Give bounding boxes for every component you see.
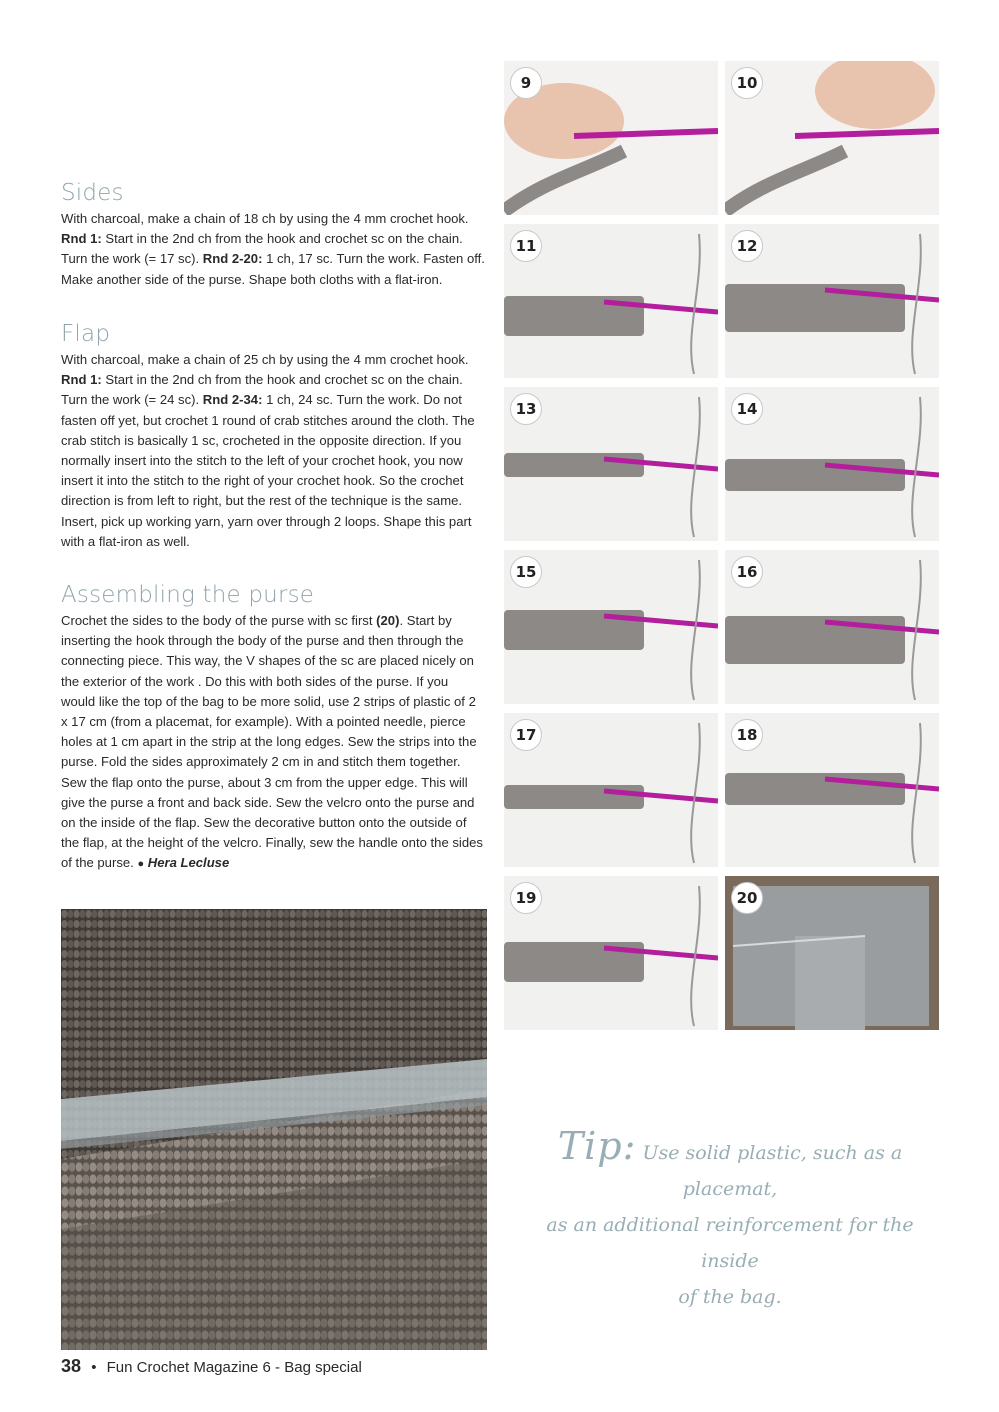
assembling-instructions bbox=[61, 611, 486, 875]
step-number-badge: 10 bbox=[731, 67, 763, 99]
tip-callout bbox=[520, 1124, 940, 1315]
assembling-text2: . Start by inserting the hook through the body of the purse and then through the connecting piece. This way, the V shapes of the sc are placed nicely on the exterior of the work . Do this with both sides of the purse. If you would like the top of the bag to be more solid, use 2 strips of plastic of 2 x 17 cm (from a placemat, for example). With a pointed needle, pierce holes at 1 cm apart in the strip at the long edges. Sew the strips into the purse. Fold the sides approximately 2 cm in and stitch them together. Sew the flap onto the purse, about 3 cm from the upper edge. This will give the purse a front and back side. Sew the velcro onto the purse and on the inside of the flap. Sew the decorative button onto the outside of the flap, at the height of the velcro. Finally, sew the handle onto the sides of the purse. bbox=[61, 613, 483, 871]
author-bullet: ● bbox=[137, 858, 145, 871]
sides-section bbox=[61, 180, 486, 290]
flap-instructions bbox=[61, 350, 486, 552]
step-number-badge: 18 bbox=[731, 719, 763, 751]
step-number-badge: 17 bbox=[510, 719, 542, 751]
flap-section bbox=[61, 321, 486, 552]
sides-rnd1-label: Rnd 1: bbox=[61, 231, 102, 247]
flap-rnd1-label: Rnd 1: bbox=[61, 372, 102, 388]
tip-text-line1: Use solid plastic, such as a placemat, bbox=[636, 1142, 903, 1200]
flap-heading: Flap bbox=[61, 321, 111, 347]
sides-heading: Sides bbox=[61, 180, 124, 206]
page-number: 38 bbox=[61, 1356, 82, 1376]
step-photo-12 bbox=[725, 224, 939, 378]
magazine-title: Fun Crochet Magazine 6 - Bag special bbox=[106, 1359, 362, 1376]
step-number-badge: 13 bbox=[510, 393, 542, 425]
step-photo-16 bbox=[725, 550, 939, 704]
sides-rnd1-text: Start in the 2nd ch from the hook and crochet sc on the chain. Turn the work (= 17 sc). bbox=[61, 231, 463, 267]
step-photo-10 bbox=[725, 61, 939, 215]
step-number-badge: 9 bbox=[510, 67, 542, 99]
purse-detail-image bbox=[61, 909, 487, 1350]
assembling-heading: Assembling the purse bbox=[61, 582, 315, 608]
tip-text-line3: of the bag. bbox=[678, 1286, 782, 1308]
step-photo-13 bbox=[504, 387, 718, 541]
tip-label: Tip: bbox=[557, 1124, 637, 1168]
step-number-badge: 20 bbox=[731, 882, 763, 914]
step-number-badge: 19 bbox=[510, 882, 542, 914]
step-number-badge: 15 bbox=[510, 556, 542, 588]
page-footer bbox=[61, 1356, 362, 1377]
step-photo-15 bbox=[504, 550, 718, 704]
assembling-step-ref: (20) bbox=[376, 613, 400, 628]
step-photo-17 bbox=[504, 713, 718, 867]
step-number-badge: 14 bbox=[731, 393, 763, 425]
step-photo-19 bbox=[504, 876, 718, 1030]
tip-text-line2: as an additional reinforcement for the inside bbox=[546, 1214, 914, 1272]
step-number-badge: 12 bbox=[731, 230, 763, 262]
flap-rnd2-text: 1 ch, 24 sc. Turn the work. Do not fasten off yet, but crochet 1 round of crab stitches around the cloth. The crab stitch is basically 1 sc, crocheted in the opposite direction. If you normally insert into the stitch to the left of your crochet hook, you now insert it into the stitch to the right of your crochet hook. So the crochet direction is from left to right, but the rest of the technique is the same. Insert, pick up working yarn, yarn over through 2 loops. Shape this part with a flat-iron as well. bbox=[61, 392, 475, 549]
sides-rnd2-text: 1 ch, 17 sc. Turn the work. Fasten off. Make another side of the purse. Shape both cloths with a flat-iron. bbox=[61, 251, 485, 287]
flap-rnd1-text: Start in the 2nd ch from the hook and crochet sc on the chain. Turn the work (= 24 sc). bbox=[61, 372, 463, 408]
step-photo-14 bbox=[725, 387, 939, 541]
footer-separator: • bbox=[91, 1359, 97, 1376]
assembling-text1: Crochet the sides to the body of the purse with sc first bbox=[61, 613, 377, 628]
step-photo-18 bbox=[725, 713, 939, 867]
author-name: Hera Lecluse bbox=[147, 855, 230, 871]
sides-rnd2-label: Rnd 2-20: bbox=[202, 251, 263, 267]
purse-detail-photo bbox=[61, 909, 487, 1350]
step-photo-20 bbox=[725, 876, 939, 1030]
step-photo-11 bbox=[504, 224, 718, 378]
flap-line1: With charcoal, make a chain of 25 ch by using the 4 mm crochet hook. bbox=[61, 352, 469, 367]
flap-rnd2-label: Rnd 2-34: bbox=[202, 392, 263, 408]
sides-instructions bbox=[61, 209, 486, 290]
assembling-section bbox=[61, 582, 486, 875]
tip-line1 bbox=[520, 1124, 940, 1207]
step-photo-9 bbox=[504, 61, 718, 215]
sides-line1: With charcoal, make a chain of 18 ch by using the 4 mm crochet hook. bbox=[61, 211, 469, 226]
step-number-badge: 16 bbox=[731, 556, 763, 588]
step-number-badge: 11 bbox=[510, 230, 542, 262]
